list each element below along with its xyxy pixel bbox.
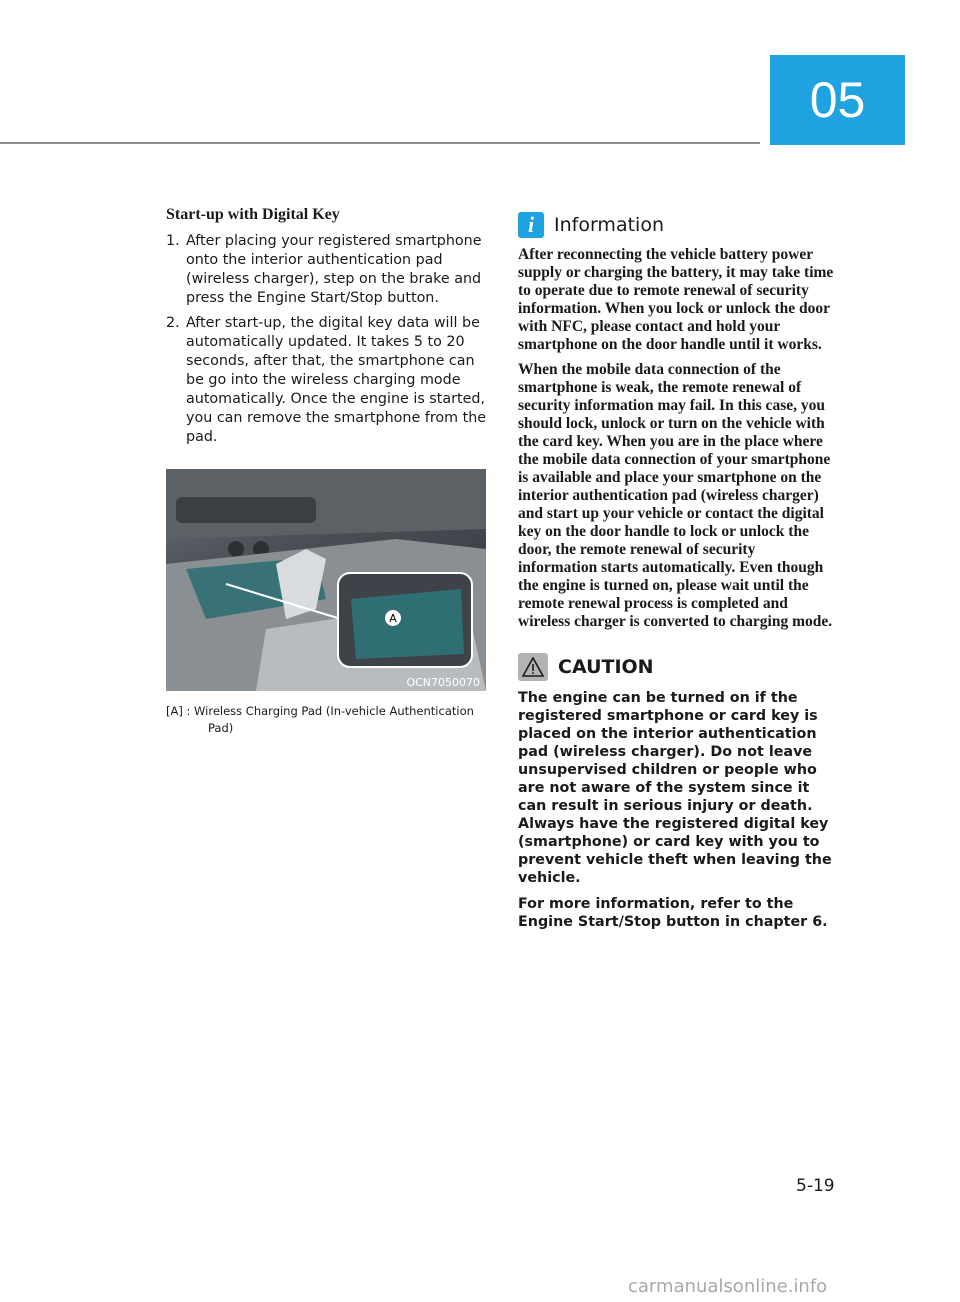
figure-code: OCN7050070 — [406, 676, 480, 689]
warning-triangle-icon — [518, 653, 548, 681]
page-number: 5-19 — [796, 1176, 835, 1196]
callout-a-label: A — [389, 612, 397, 625]
control-knob — [228, 541, 244, 557]
left-column — [166, 206, 488, 737]
inset-charging-pad — [351, 589, 464, 659]
chapter-tab: 05 — [770, 55, 905, 145]
climate-controls — [176, 497, 316, 523]
center-console-illustration — [166, 469, 486, 691]
header-rule — [0, 142, 760, 144]
caution-paragraph: For more information, refer to the Engine Start/Stop button in chapter 6. — [518, 896, 828, 930]
information-paragraph: After reconnecting the vehicle battery power supply or charging the battery, it may take time to operate due to remote renewal of security information. When you lock or unlock the door with NFC, please contact and hold your smartphone on the door handle until it works. — [518, 246, 834, 353]
caution-paragraph: The engine can be turned on if the registered smartphone or card key is placed on the interior authentication pad (wireless charger). Do not leave unsupervised children or people who are not aware of the system since it can result in serious injury or death. Always have the registered digital key (smartphone) or card key with you to prevent vehicle theft when leaving the vehicle. — [518, 690, 832, 886]
step-item — [166, 314, 488, 447]
step-item — [166, 232, 488, 308]
step-number: 1. — [166, 233, 180, 249]
information-paragraph: When the mobile data connection of the smartphone is weak, the remote renewal of security information may fail. In this case, you should lock, unlock or turn on the vehicle with the card key. When you are in the place where the mobile data connection of your smartphone is available and place your smartphone on the interior authentication pad (wireless charger) and start up your vehicle or contact the digital key on the door handle to lock or unlock the door, the remote renewal of security information starts automatically. Even though the engine is turned on, please wait until the remote renewal process is completed and wireless charger is converted to charging mode. — [518, 361, 833, 630]
caution-header — [518, 653, 836, 681]
step-number: 2. — [166, 315, 180, 331]
step-text: After start-up, the digital key data will be automatically updated. It takes 5 to 20 seconds, after that, the smartphone can be go into the wireless charging mode automatically. Once the engine is started, you can remove the smartphone from the pad. — [186, 315, 487, 445]
information-title: Information — [554, 214, 664, 236]
info-icon: i — [518, 212, 544, 238]
figure-caption: [A] : Wireless Charging Pad (In-vehicle Authentication Pad) — [166, 704, 474, 735]
right-column — [518, 212, 836, 939]
information-header — [518, 212, 836, 238]
caution-title: CAUTION — [558, 656, 654, 678]
watermark[interactable]: carmanualsonline.info — [628, 1276, 828, 1297]
console-figure — [166, 469, 486, 691]
section-title: Start-up with Digital Key — [166, 206, 340, 223]
step-text: After placing your registered smartphone onto the interior authentication pad (wireless charger), step on the brake and press the Engine Start/Stop button. — [186, 233, 482, 306]
steps-list — [166, 232, 488, 447]
